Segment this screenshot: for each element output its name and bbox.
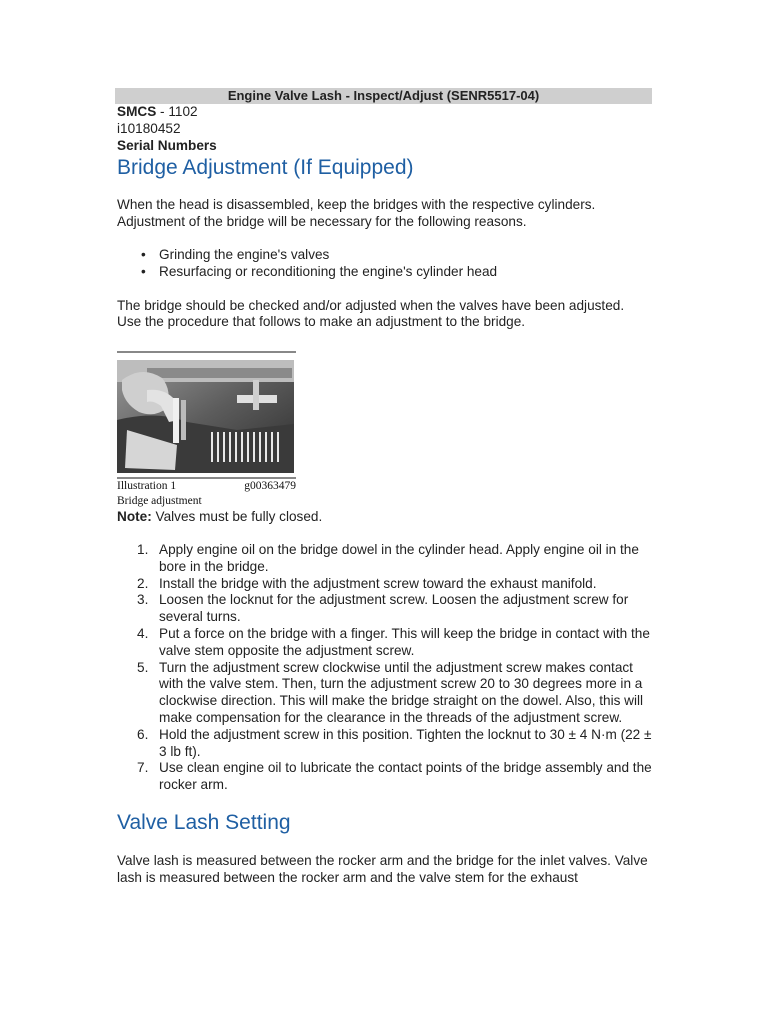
procedure-steps: [117, 542, 652, 794]
serial-numbers-label: Serial Numbers: [117, 137, 217, 153]
step-item: Put a force on the bridge with a finger. This will keep the bridge in contact with the valve stem opposite the adjustment screw.: [159, 625, 650, 658]
step-item: Apply engine oil on the bridge dowel in the cylinder head. Apply engine oil in the bore in the bridge.: [159, 541, 639, 574]
smcs-value: - 1102: [156, 104, 198, 119]
illustration-figure: [117, 351, 296, 509]
note: [117, 509, 652, 526]
step-item: Loosen the locknut for the adjustment screw. Loosen the adjustment screw for several turns.: [159, 592, 629, 625]
note-label: Note:: [117, 509, 152, 525]
step-item: Use clean engine oil to lubricate the contact points of the bridge assembly and the rocker arm.: [159, 760, 652, 793]
note-text: Valves must be fully closed.: [151, 509, 323, 525]
bridge-intro: When the head is disassembled, keep the bridges with the respective cylinders. Adjustment of the bridge will be necessary for the following reasons.: [117, 197, 596, 230]
reason-item: • Grinding the engine's valves: [159, 247, 652, 264]
document-title: Engine Valve Lash - Inspect/Adjust (SENR5517-04): [115, 88, 652, 104]
reasons-list: [117, 247, 652, 281]
graphic-id: g00363479: [244, 480, 296, 493]
figure-caption: [117, 479, 296, 494]
bridge-check-text: The bridge should be checked and/or adjusted when the valves have been adjusted. Use the procedure that follows to make an adjustment to the bridge.: [117, 297, 625, 330]
doc-id: i10180452: [117, 120, 181, 136]
step-item: Install the bridge with the adjustment screw toward the exhaust manifold.: [159, 575, 597, 591]
figure-divider-top: [117, 351, 296, 353]
reason-item: • Resurfacing or reconditioning the engine's cylinder head: [159, 264, 652, 281]
valve-lash-heading: Valve Lash Setting: [117, 810, 291, 834]
illustration-caption: Bridge adjustment: [117, 495, 202, 508]
smcs-line: [117, 104, 652, 121]
illustration-number: Illustration 1: [117, 480, 177, 493]
document-page: [117, 88, 652, 887]
valve-lash-text: Valve lash is measured between the rocker arm and the bridge for the inlet valves. Valve lash is measured between the rocker arm and the valve stem for the exhaust: [117, 852, 648, 885]
bridge-heading: Bridge Adjustment (If Equipped): [117, 156, 414, 180]
smcs-label: SMCS: [117, 104, 157, 119]
step-item: Turn the adjustment screw clockwise until the adjustment screw makes contact with the valve stem. Then, turn the adjustment screw 20 to 30 degrees more in a clockwise direction. This will make the bridge straight on the dowel. Also, this will make compensation for the clearance in the threads of the adjustment screw.: [159, 659, 644, 725]
bridge-adjustment-photo: [117, 360, 294, 473]
step-item: Hold the adjustment screw in this position. Tighten the locknut to 30 ± 4 N·m (22 ± 3 lb ft).: [159, 726, 652, 759]
